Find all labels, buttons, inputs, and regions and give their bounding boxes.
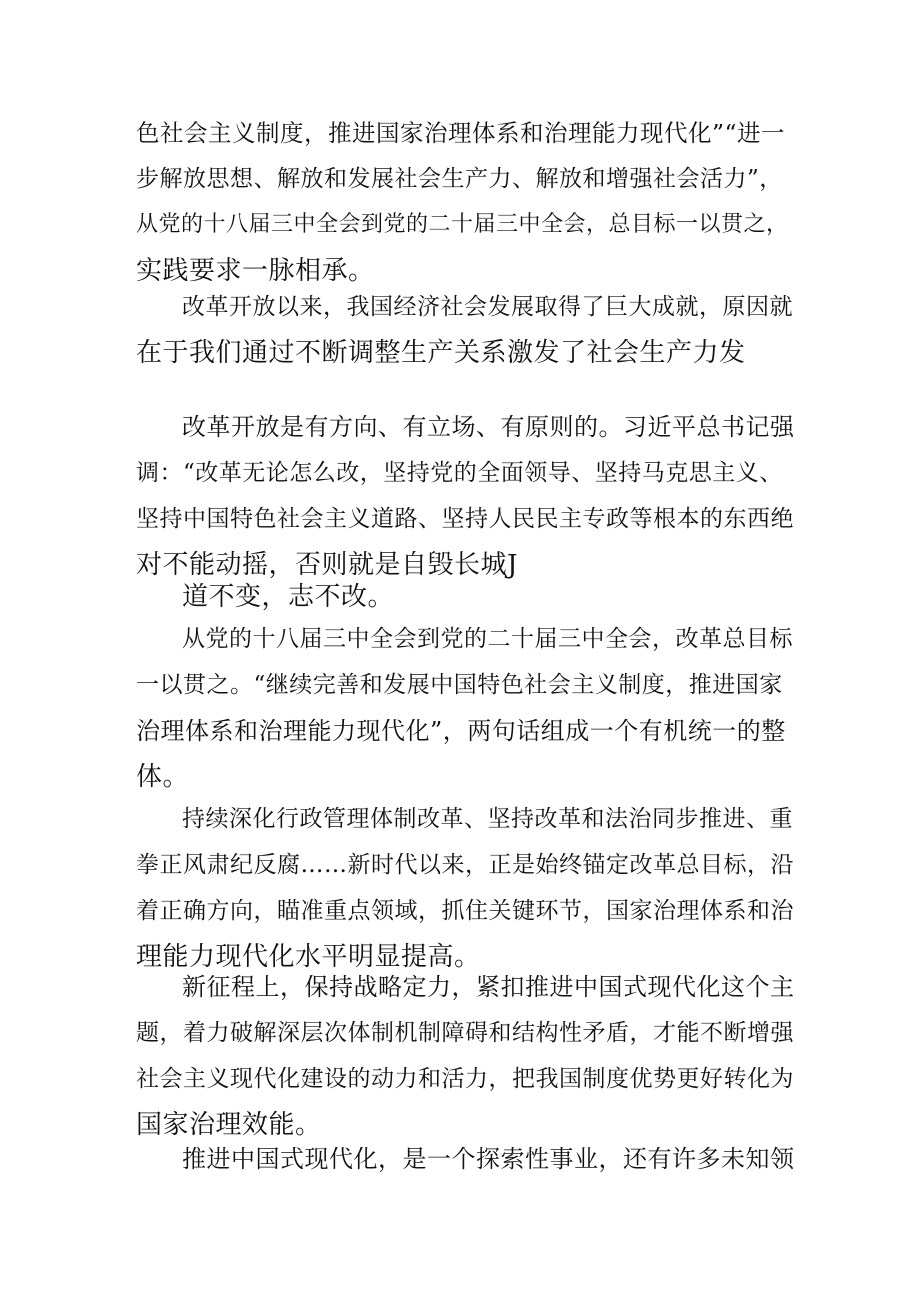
text-line: 题，着力破解深层次体制机制障碍和结构性矛盾，才能不断增强 [136,1020,794,1046]
text-line: 从党的十八届三中全会到党的二十届三中全会，改革总目标 [182,626,793,652]
text-line: 推进中国式现代化，是一个探索性事业，还有许多未知领 [182,1145,795,1173]
paragraph-3 [136,404,796,588]
text-line: 坚持中国特色社会主义道路、坚持人民民主专政等根本的东西绝 [136,506,794,532]
paragraph-2 [136,284,796,376]
text-line: 道不变，志不改。 [182,582,395,612]
text-line: 从党的十八届三中全会到党的二十届三中全会，总目标一以贯之， [136,212,789,237]
text-line: 改革开放以来，我国经济社会发展取得了巨大成就，原因就 [182,294,793,320]
text-line: 实践要求一脉相承。 [136,256,375,286]
text-line: 国家治理效能。 [136,1110,322,1140]
text-line: 新征程上，保持战略定力，紧扣推进中国式现代化这个主 [182,973,795,1001]
paragraph-4 [136,574,796,620]
text-line: 着正确方向，瞄准重点领域，抓住关键环节，国家治理体系和治 [136,898,794,924]
text-line: 对不能动摇，否则就是自毁长城J [136,550,518,580]
text-line: 治理体系和治理能力现代化”，两句话组成一个有机统一的整 [136,717,786,745]
paragraph-8 [136,1136,796,1182]
text-line: 理能力现代化水平明显提高。 [136,942,481,972]
paragraph-5 [136,616,796,800]
paragraph-1 [136,110,796,294]
paragraph-6 [136,796,796,980]
text-line: 社会主义现代化建设的动力和活力，把我国制度优势更好转化为 [136,1066,794,1092]
text-line: 步解放思想、解放和发展社会生产力、解放和增强社会活力”， [136,166,783,192]
text-line: 改革开放是有方向、有立场、有原则的。习近平总书记强 [182,413,795,441]
text-line: 色社会主义制度，推进国家治理体系和治理能力现代化”“进一 [136,119,786,147]
text-line: 体。 [136,762,190,792]
text-line: 一以贯之。“继续完善和发展中国特色社会主义制度，推进国家 [136,672,783,698]
text-line: 持续深化行政管理体制改革、坚持改革和法治同步推进、重 [182,806,793,832]
paragraph-7 [136,964,796,1148]
text-line: 拳正风肃纪反腐……新时代以来，正是始终锚定改革总目标，沿 [136,852,794,878]
text-line: 在于我们通过不断调整生产关系激发了社会生产力发 [136,338,746,368]
text-line: 调：“改革无论怎么改，坚持党的全面领导、坚持马克思主义、 [136,460,783,486]
